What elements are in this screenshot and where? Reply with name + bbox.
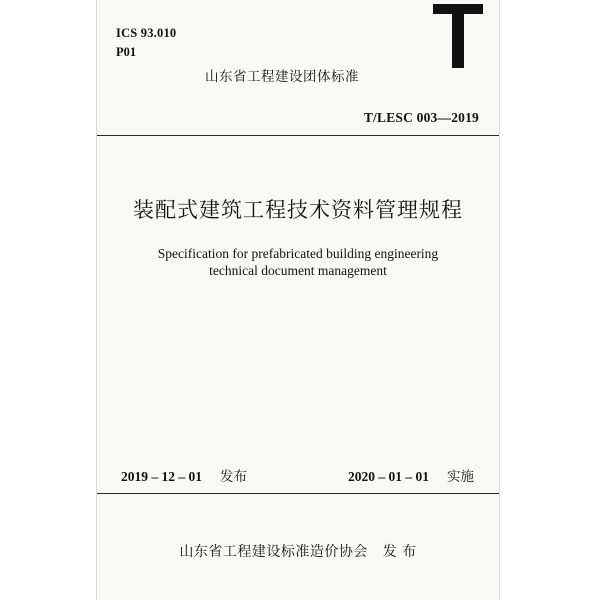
publisher-block	[97, 541, 499, 561]
classification-code: P01	[116, 45, 137, 59]
publish-label: 发 布	[382, 544, 417, 560]
standard-type: 山东省工程建设团体标准	[205, 69, 359, 85]
standard-number: T/LESC 003—2019	[363, 110, 479, 125]
bottom-divider	[97, 493, 499, 494]
ics-code: ICS 93.010	[116, 26, 177, 40]
implementation-date: 2020 – 01 – 01	[348, 469, 429, 484]
issue-date: 2019 – 12 – 01	[121, 469, 202, 484]
implementation-label: 实施	[447, 469, 474, 485]
implementation-date-block	[348, 465, 474, 485]
publisher-name: 山东省工程建设标准造价协会	[179, 544, 368, 560]
title-chinese: 装配式建筑工程技术资料管理规程	[133, 198, 463, 222]
issue-date-block	[121, 465, 247, 485]
standard-mark-logo	[433, 4, 483, 68]
issue-label: 发布	[220, 469, 247, 485]
standard-mark-stem	[452, 4, 464, 68]
top-divider	[97, 135, 499, 136]
title-english-line1: Specification for prefabricated building engineering	[157, 246, 439, 261]
title-english-line2: technical document management	[209, 263, 387, 278]
book-cover	[96, 0, 500, 600]
